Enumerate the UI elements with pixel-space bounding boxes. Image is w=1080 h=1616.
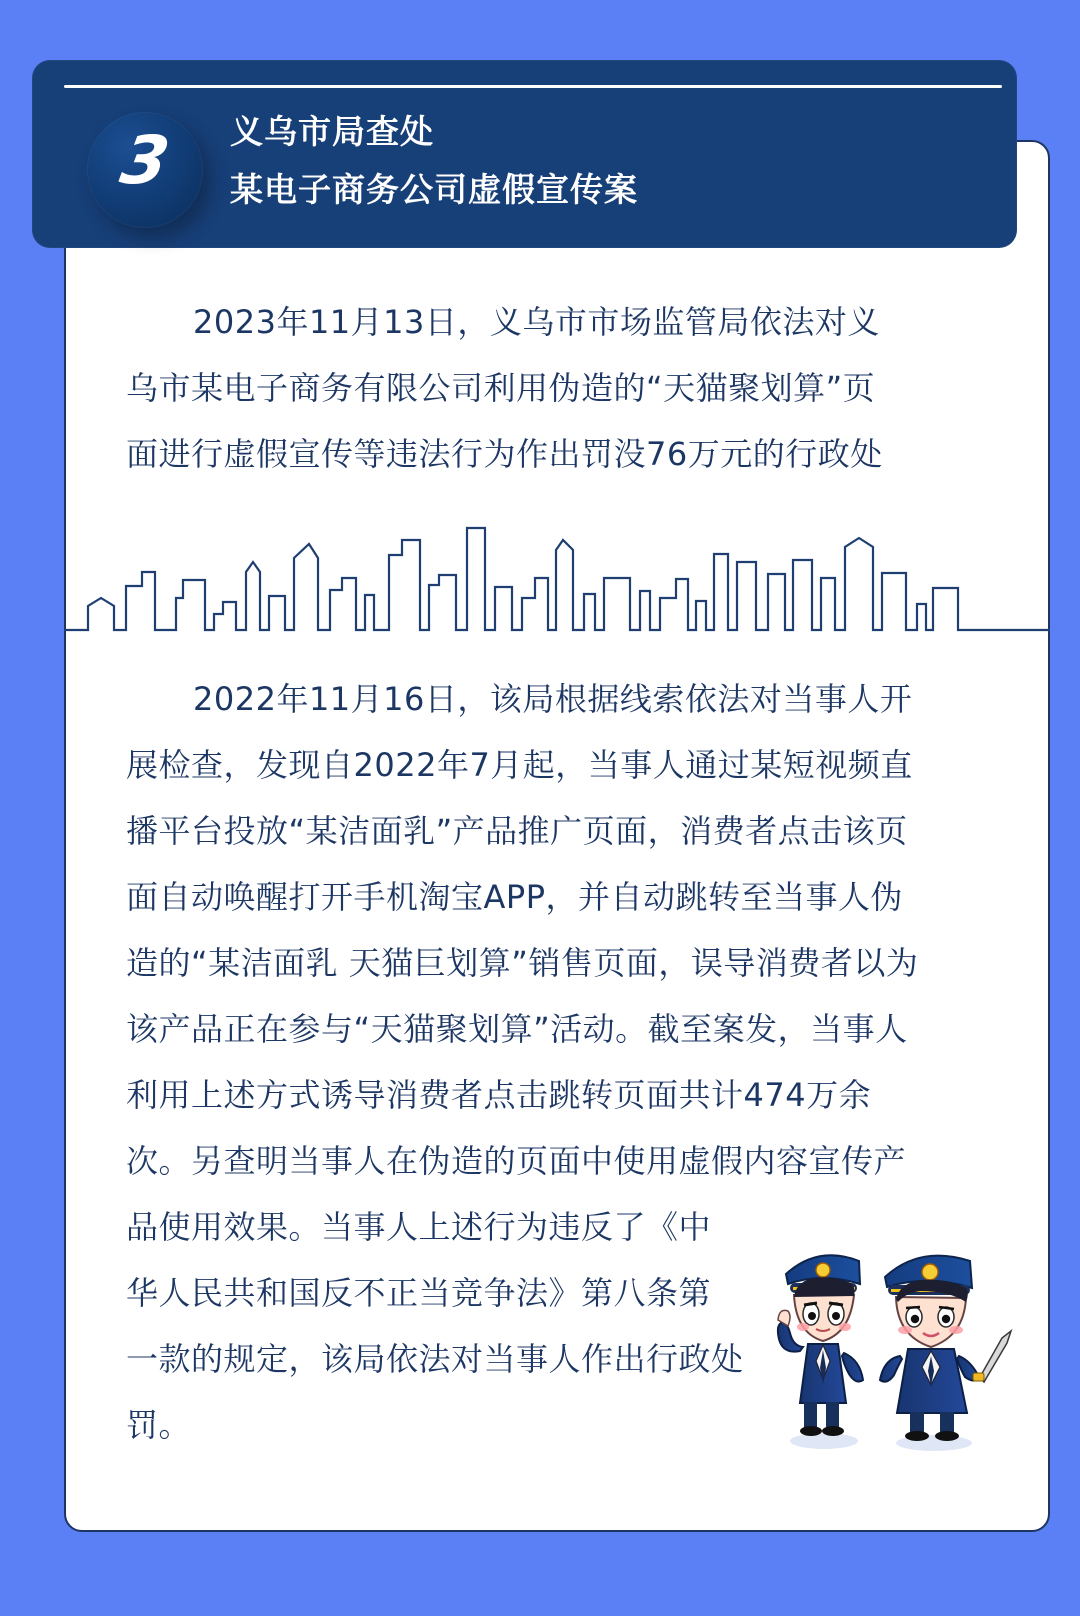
paragraph-2-line-2: 展检查，发现自2022年7月起，当事人通过某短视频直 <box>126 746 913 784</box>
paragraph-1-line-3: 面进行虚假宣传等违法行为作出罚没76万元的行政处 <box>126 435 883 473</box>
header-panel <box>32 60 1017 248</box>
header-title-line-2: 某电子商务公司虚假宣传案 <box>230 170 638 209</box>
male-officer-icon <box>778 1255 863 1449</box>
header-rule <box>64 85 1002 88</box>
paragraph-2-line-12: 罚。 <box>126 1406 192 1444</box>
city-skyline-icon <box>64 520 1050 652</box>
paragraph-2-line-6: 该产品正在参与“天猫聚划算”活动。截至案发，当事人 <box>126 1010 908 1048</box>
section-number: 3 <box>115 122 175 199</box>
paragraph-2-line-7: 利用上述方式诱导消费者点击跳转页面共计474万余 <box>126 1076 872 1114</box>
paragraph-1-line-1: 2023年11月13日，义乌市市场监管局依法对义 <box>193 303 880 341</box>
paragraph-2-line-5: 造的“某洁面乳 天猫巨划算”销售页面，误导消费者以为 <box>126 944 919 982</box>
header-title-line-1: 义乌市局查处 <box>230 112 434 151</box>
paragraph-2-line-9: 品使用效果。当事人上述行为违反了《中 <box>126 1208 712 1246</box>
paragraph-2-line-8: 次。另查明当事人在伪造的页面中使用虚假内容宣传产 <box>126 1142 907 1180</box>
paragraph-2-line-10: 华人民共和国反不正当竞争法》第八条第 <box>126 1274 712 1312</box>
female-officer-icon <box>880 1256 1011 1451</box>
paragraph-1-line-2: 乌市某电子商务有限公司利用伪造的“天猫聚划算”页 <box>126 369 876 407</box>
paragraph-2-line-3: 播平台投放“某洁面乳”产品推广页面，消费者点击该页 <box>126 812 908 850</box>
number-badge <box>87 112 203 228</box>
law-enforcement-mascots-icon <box>760 1235 1020 1455</box>
paragraph-2-line-1: 2022年11月16日，该局根据线索依法对当事人开 <box>193 680 913 718</box>
paragraph-2-line-11: 一款的规定，该局依法对当事人作出行政处 <box>126 1340 744 1378</box>
paragraph-1 <box>126 289 988 489</box>
paragraph-2-line-4: 面自动唤醒打开手机淘宝APP，并自动跳转至当事人伪 <box>126 878 903 916</box>
